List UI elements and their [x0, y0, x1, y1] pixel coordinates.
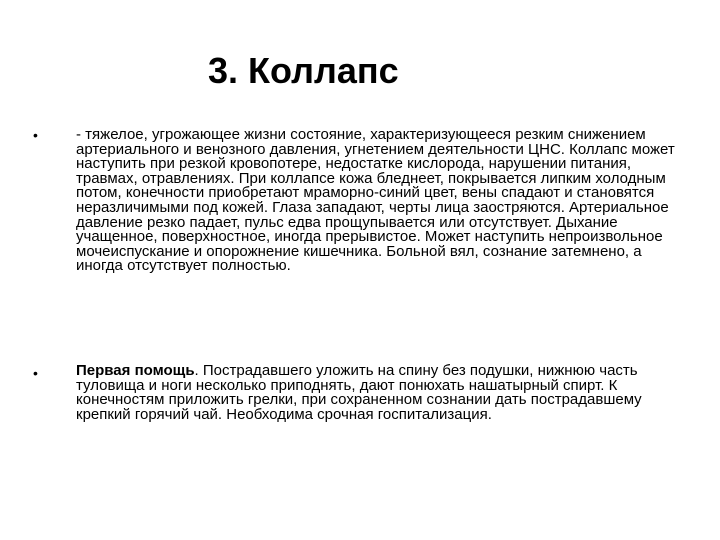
slide-title: 3. Коллапс [208, 50, 399, 91]
collapse-description-paragraph [76, 128, 692, 274]
first-aid-heading: Первая помощь [76, 362, 195, 379]
bullet-marker: • [33, 365, 38, 381]
collapse-description-text: - тяжелое, угрожающее жизни состояние, характеризующееся резким снижением артериального и венозного давления, угнетением деятельности ЦНС. Коллапс может наступить при резкой кровопотере, недостатке кислорода, нарушении питания, травмах, отравлениях. При коллапсе кожа бледнеет, покрывается липким холодным потом, конечности приобретают мраморно-синий цвет, вены спадают и становятся неразличимыми под кожей. Глаза западают, черты лица заостряются. Артериальное давление резко падает, пульс едва прощупывается или отсутствует. Дыхание учащенное, поверхностное, иногда прерывистое. Может наступить непроизвольное мочеиспускание и опорожнение кишечника. Больной вял, сознание затемнено, а иногда отсутствует полностью. [76, 126, 675, 275]
first-aid-paragraph [76, 364, 692, 422]
bullet-marker: • [33, 127, 38, 143]
first-aid-text: . Пострадавшего уложить на спину без подушки, нижнюю часть туловища и ноги несколько приподнять, дают понюхать нашатырный спирт. К конечностям приложить грелки, при сохраненном сознании дать пострадавшему крепкий горячий чай. Необходима срочная госпитализация. [76, 362, 642, 423]
